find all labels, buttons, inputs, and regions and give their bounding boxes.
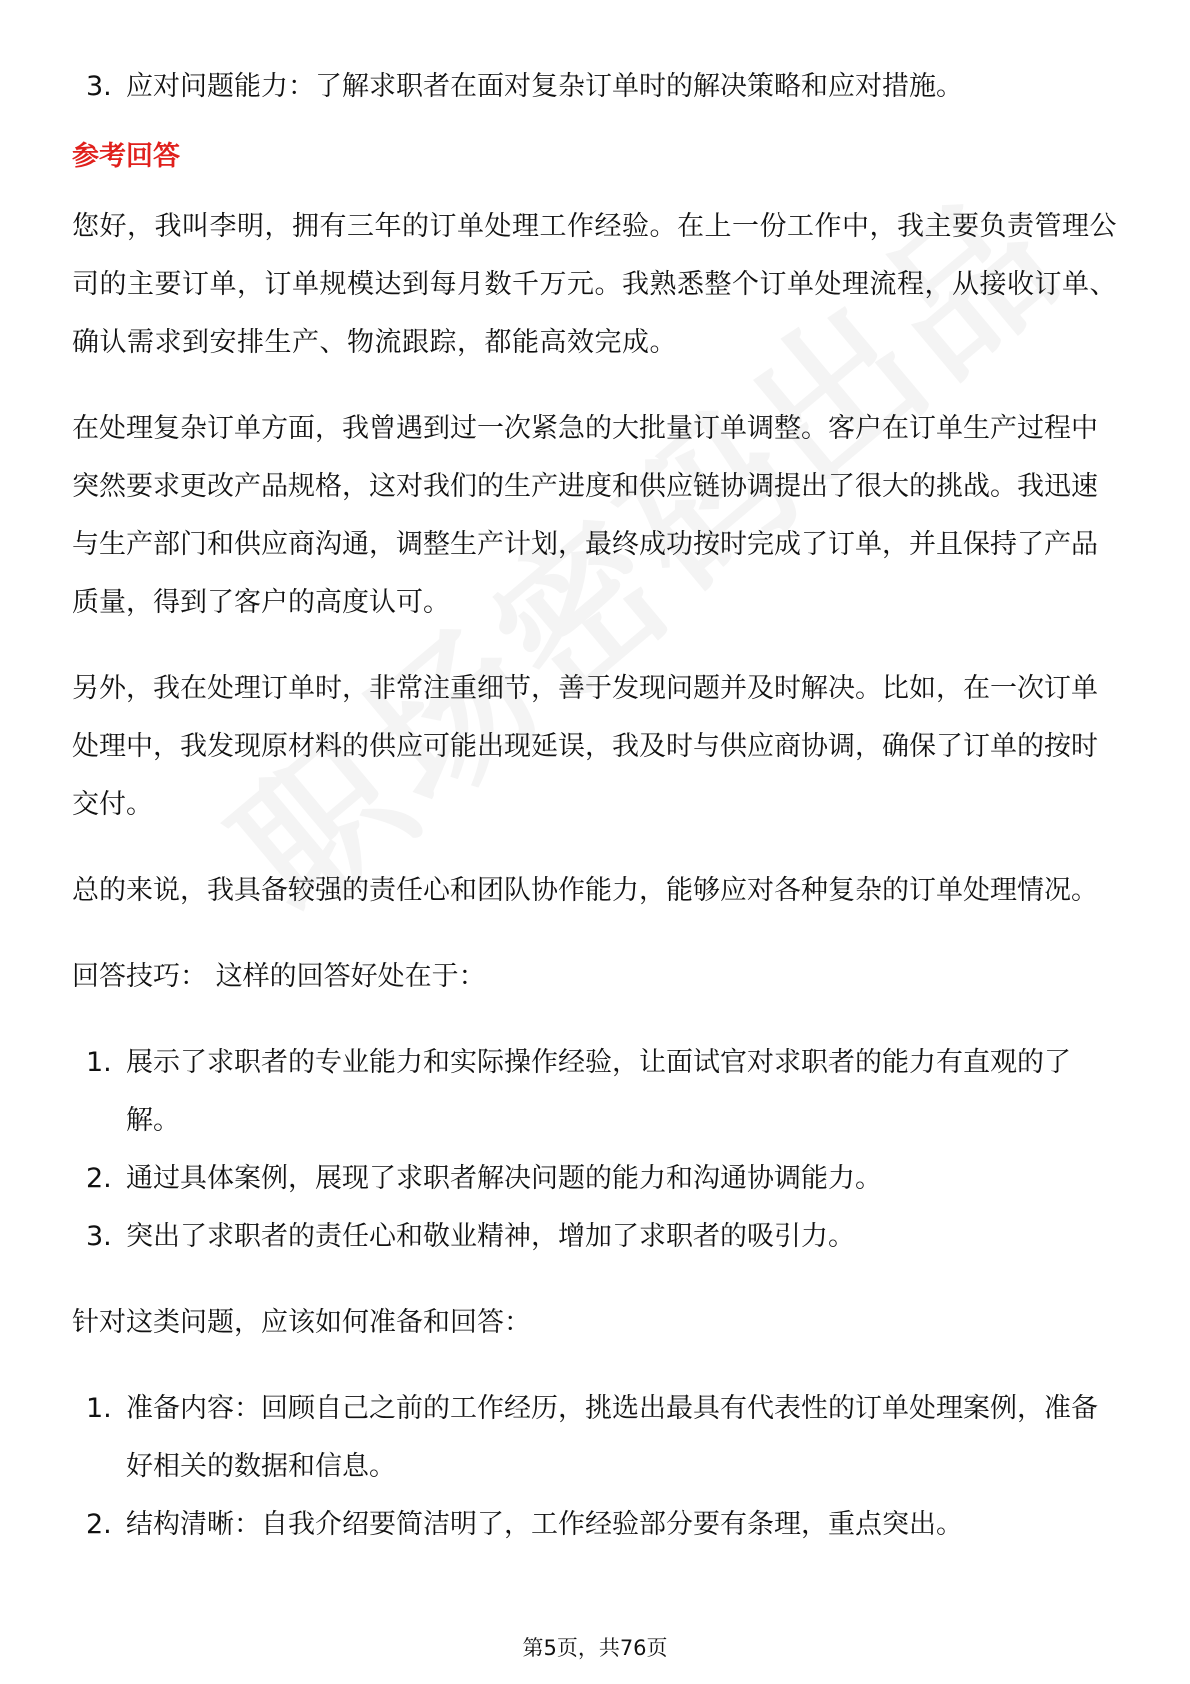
answer-paragraph: 在处理复杂订单方面，我曾遇到过一次紧急的大批量订单调整。客户在订单生产过程中突然要求更改产品规格，这对我们的生产进度和供应链协调提出了很大的挑战。我迅速与生产部门和供应商沟通，调整生产计划，最终成功按时完成了订单，并且保持了产品质量，得到了客户的高度认可。	[72, 413, 1098, 618]
list-number: 3.	[86, 71, 112, 102]
tips-list	[72, 1034, 1122, 1266]
list-number: 2.	[86, 1509, 112, 1540]
list-number: 3.	[86, 1221, 112, 1252]
list-item	[72, 1150, 1122, 1208]
list-text: 突出了求职者的责任心和敬业精神，增加了求职者的吸引力。	[126, 1221, 855, 1252]
list-item	[72, 58, 1122, 116]
list-text: 应对问题能力：了解求职者在面对复杂订单时的解决策略和应对措施。	[126, 71, 963, 102]
prep-list	[72, 1380, 1122, 1554]
list-text: 结构清晰：自我介绍要简洁明了，工作经验部分要有条理，重点突出。	[126, 1509, 963, 1540]
list-number: 2.	[86, 1163, 112, 1194]
page-footer: 第5页，共76页	[522, 1636, 668, 1660]
list-number: 1.	[86, 1047, 112, 1078]
list-number: 1.	[86, 1393, 112, 1424]
answer-paragraph: 另外，我在处理订单时，非常注重细节，善于发现问题并及时解决。比如，在一次订单处理中，我发现原材料的供应可能出现延误，我及时与供应商协调，确保了订单的按时交付。	[72, 673, 1098, 820]
page-content	[72, 58, 1122, 1554]
list-text: 通过具体案例，展现了求职者解决问题的能力和沟通协调能力。	[126, 1163, 882, 1194]
prep-intro: 针对这类问题，应该如何准备和回答：	[72, 1307, 531, 1338]
list-item	[72, 1034, 1122, 1150]
list-item	[72, 1496, 1122, 1554]
answer-paragraph: 总的来说，我具备较强的责任心和团队协作能力，能够应对各种复杂的订单处理情况。	[72, 875, 1098, 906]
list-item	[72, 1208, 1122, 1266]
answer-paragraph: 您好，我叫李明，拥有三年的订单处理工作经验。在上一份工作中，我主要负责管理公司的主要订单，订单规模达到每月数千万元。我熟悉整个订单处理流程，从接收订单、确认需求到安排生产、物流跟踪，都能高效完成。	[72, 211, 1117, 358]
list-text: 展示了求职者的专业能力和实际操作经验，让面试官对求职者的能力有直观的了解。	[126, 1047, 1071, 1136]
tips-intro: 回答技巧： 这样的回答好处在于：	[72, 961, 486, 992]
list-item	[72, 1380, 1122, 1496]
list-text: 准备内容：回顾自己之前的工作经历，挑选出最具有代表性的订单处理案例，准备好相关的数据和信息。	[126, 1393, 1098, 1482]
reference-answer-heading: 参考回答	[72, 141, 180, 172]
